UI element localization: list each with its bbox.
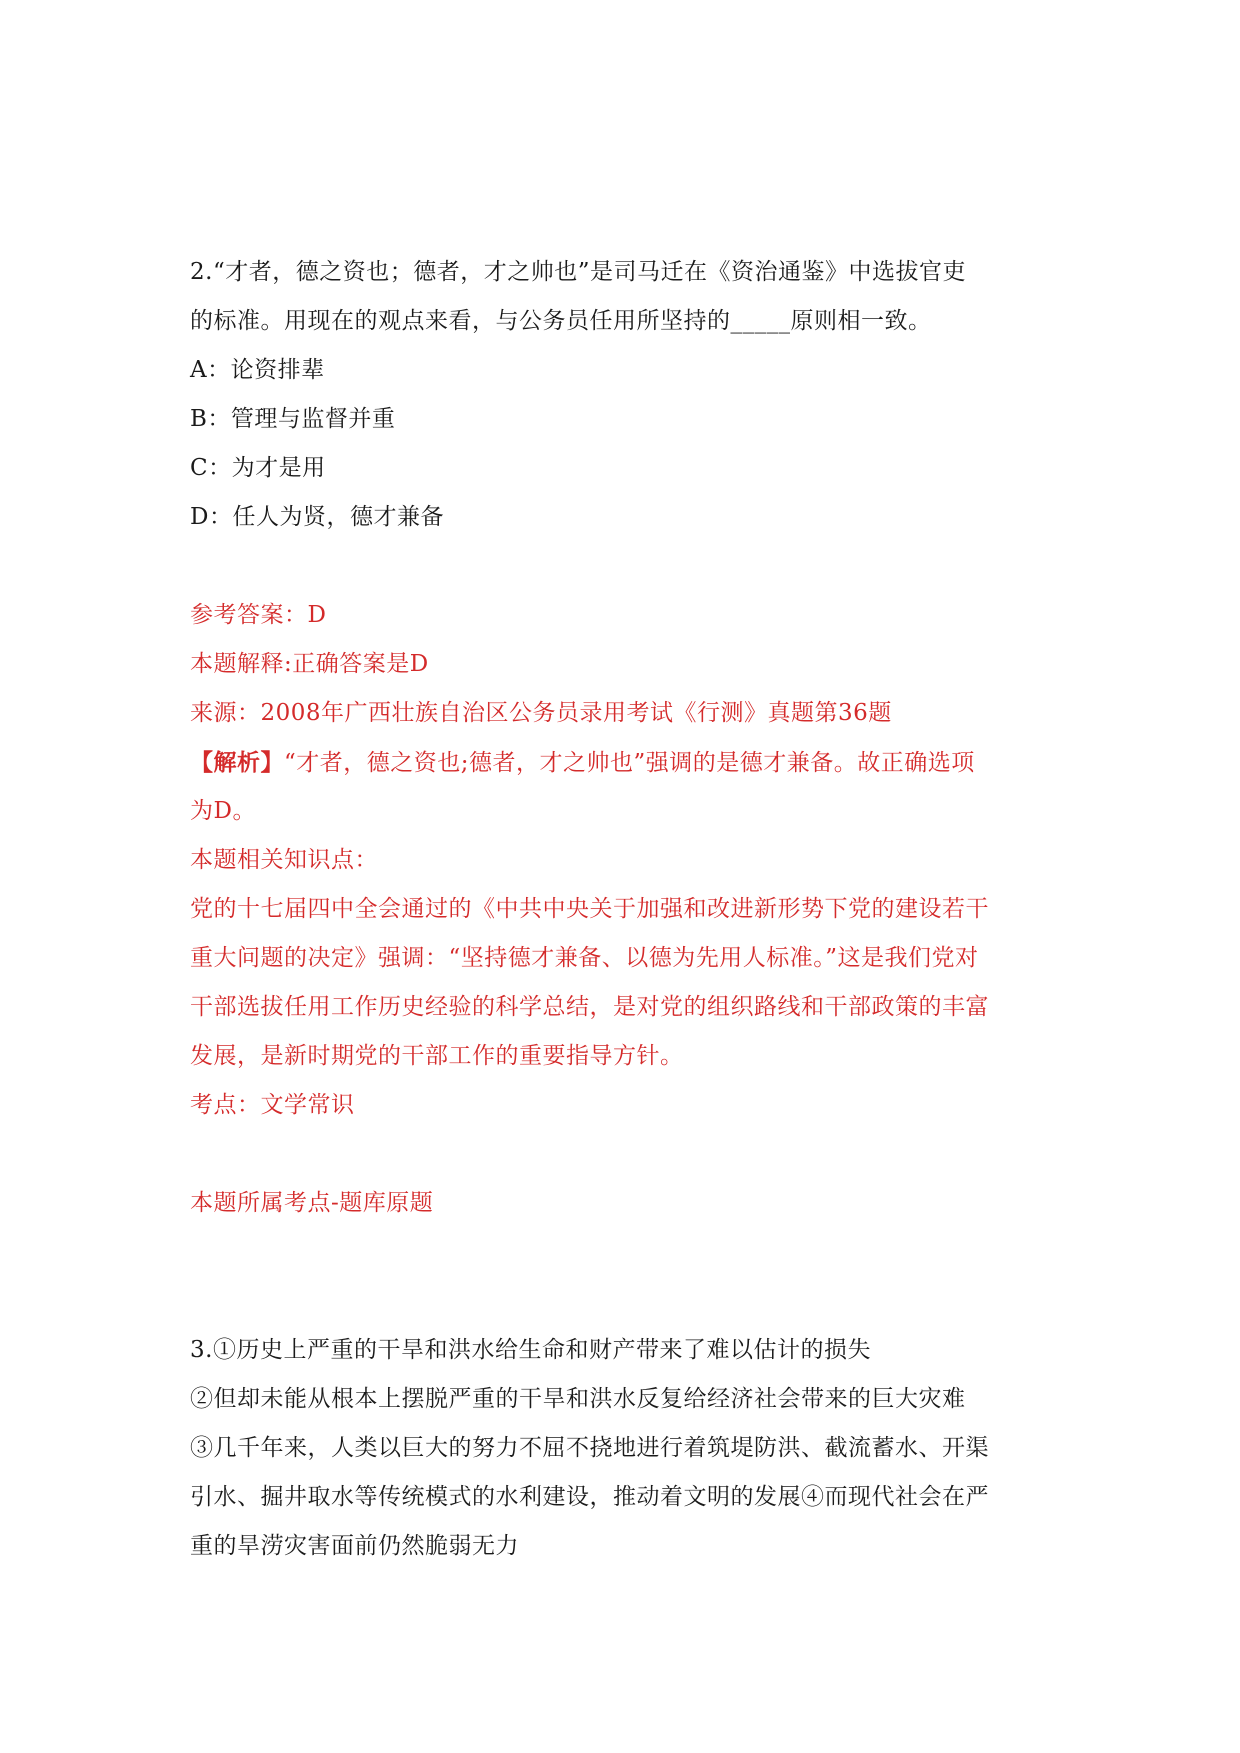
- question-line: 重的旱涝灾害面前仍然脆弱无力: [190, 1533, 519, 1559]
- question-line: 引水、掘井取水等传统模式的水利建设，推动着文明的发展④而现代社会在严: [190, 1484, 989, 1510]
- question-stem-line: 的标准。用现在的观点来看，与公务员任用所坚持的_____原则相一致。: [190, 308, 932, 334]
- question-line: ②但却未能从根本上摆脱严重的干旱和洪水反复给经济社会带来的巨大灾难: [190, 1386, 966, 1412]
- analysis-text: “才者，德之资也;德者，才之帅也”强调的是德才兼备。故正确选项: [284, 750, 975, 776]
- option-c: C：为才是用: [190, 455, 326, 481]
- answer-explanation: 本题解释:正确答案是D: [190, 651, 429, 677]
- option-d: D：任人为贤，德才兼备: [190, 504, 444, 530]
- knowledge-line: 重大问题的决定》强调：“坚持德才兼备、以德为先用人标准。”这是我们党对: [190, 945, 979, 971]
- question-line: ③几千年来，人类以巨大的努力不屈不挠地进行着筑堤防洪、截流蓄水、开渠: [190, 1435, 989, 1461]
- document-page: [190, 248, 1070, 1571]
- answer-section: [190, 591, 1070, 1228]
- question-category: 本题所属考点-题库原题: [190, 1190, 434, 1216]
- analysis-tag: 【解析】: [190, 749, 284, 776]
- kaodian: 考点：文学常识: [190, 1092, 355, 1118]
- answer-source: 来源：2008年广西壮族自治区公务员录用考试《行测》真题第36题: [190, 700, 892, 726]
- option-a: A：论资排辈: [190, 357, 325, 383]
- analysis-line: 为D。: [190, 798, 256, 824]
- option-b: B：管理与监督并重: [190, 406, 396, 432]
- question-stem-line: 2.“才者，德之资也；德者，才之帅也”是司马迁在《资治通鉴》中选拔官吏: [190, 259, 966, 285]
- knowledge-line: 干部选拔任用工作历史经验的科学总结，是对党的组织路线和干部政策的丰富: [190, 994, 989, 1020]
- reference-answer: 参考答案：D: [190, 602, 327, 628]
- question-3: [190, 1326, 1070, 1571]
- knowledge-line: 党的十七届四中全会通过的《中共中央关于加强和改进新形势下党的建设若干: [190, 896, 989, 922]
- knowledge-heading: 本题相关知识点：: [190, 847, 378, 873]
- analysis-line: [190, 738, 1070, 787]
- knowledge-line: 发展，是新时期党的干部工作的重要指导方针。: [190, 1043, 684, 1069]
- question-2: [190, 248, 1070, 542]
- question-line: 3.①历史上严重的干旱和洪水给生命和财产带来了难以估计的损失: [190, 1337, 871, 1363]
